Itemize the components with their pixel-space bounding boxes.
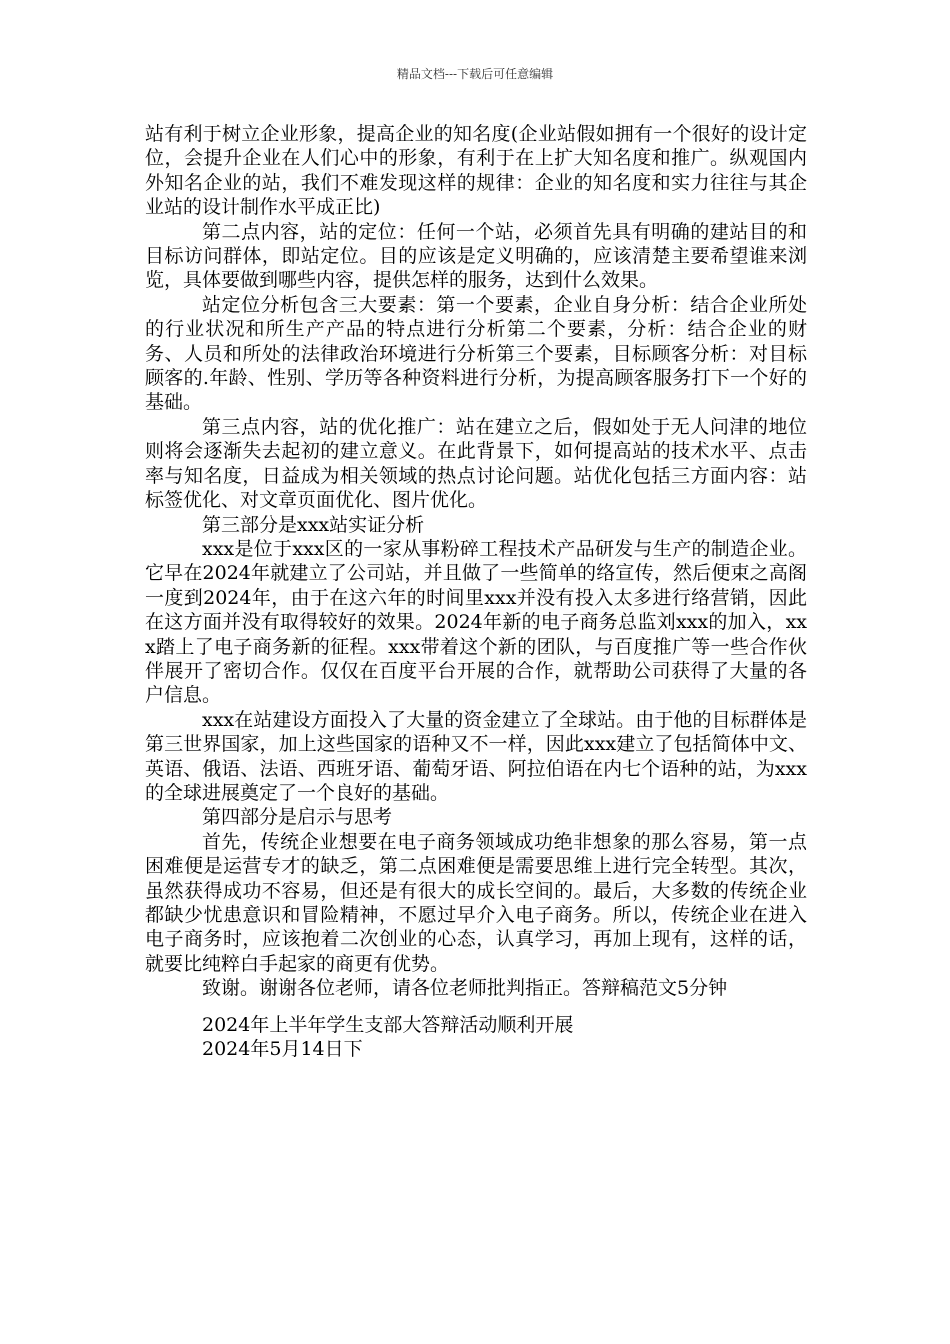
- paragraph-case-study: xxx是位于xxx区的一家从事粉碎工程技术产品研发与生产的制造企业。它早在2024年就建立了公司站，并且做了一些简单的络宣传，然后便束之高阁一度到2024年，由于在这六年的时间里xxx并没有投入太多进行络营销，因此在这方面并没有取得较好的效果。2024年新的电子商务总监刘xxx的加入，xxx踏上了电子商务新的征程。xxx带着这个新的团队，与百度推广等一些合作伙伴展开了密切合作。仅仅在百度平台开展的合作，就帮助公司获得了大量的各户信息。: [145, 537, 807, 707]
- section-heading-part-four: 第四部分是启示与思考: [202, 806, 393, 829]
- paragraph-thanks: 致谢。谢谢各位老师，请各位老师批判指正。答辩稿范文5分钟: [202, 977, 728, 1000]
- page-header: 精品文档---下载后可任意编辑: [396, 67, 554, 81]
- paragraph-reflection: 首先，传统企业想要在电子商务领域成功绝非想象的那么容易，第一点困难便是运营专才的缺乏，第二点困难便是需要思维上进行完全转型。其次，虽然获得成功不容易，但还是有很大的成长空间的。最后，大多数的传统企业都缺少忧患意识和冒险精神，不愿过早介入电子商务。所以，传统企业在进入电子商务时，应该抱着二次创业的心态，认真学习，再加上现有，这样的话，就要比纯粹白手起家的商更有优势。: [145, 830, 807, 975]
- document-body: [145, 122, 807, 1061]
- paragraph-event-title: 2024年上半年学生支部大答辩活动顺利开展: [202, 1013, 574, 1036]
- paragraph-intro: 站有利于树立企业形象，提高企业的知名度(企业站假如拥有一个很好的设计定位，会提升企业在人们心中的形象，有利于在上扩大知名度和推广。纵观国内外知名企业的站，我们不难发现这样的规律：企业的知名度和实力往往与其企业站的设计制作水平成正比): [145, 123, 807, 219]
- paragraph-positioning: 第二点内容，站的定位：任何一个站，必须首先具有明确的建站目的和目标访问群体，即站定位。目的应该是定义明确的，应该清楚主要希望谁来浏览，具体要做到哪些内容，提供怎样的服务，达到什么效果。: [145, 220, 807, 292]
- paragraph-optimization: 第三点内容，站的优化推广：站在建立之后，假如处于无人问津的地位则将会逐渐失去起初的建立意义。在此背景下，如何提高站的技术水平、点击率与知名度，日益成为相关领域的热点讨论问题。站优化包括三方面内容：站标签优化、对文章页面优化、图片优化。: [145, 415, 807, 512]
- paragraph-event-date: 2024年5月14日下: [202, 1038, 363, 1061]
- paragraph-positioning-elements: 站定位分析包含三大要素：第一个要素，企业自身分析：结合企业所处的行业状况和所生产产品的特点进行分析第二个要素，分析：结合企业的财务、人员和所处的法律政治环境进行分析第三个要素，目标顾客分析：对目标顾客的.年龄、性别、学历等各种资料进行分析，为提高顾客服务打下一个好的基础。: [145, 293, 807, 414]
- section-heading-part-three: 第三部分是xxx站实证分析: [202, 513, 425, 536]
- paragraph-global-site: xxx在站建设方面投入了大量的资金建立了全球站。由于他的目标群体是第三世界国家，加上这些国家的语种又不一样，因此xxx建立了包括简体中文、英语、俄语、法语、西班牙语、葡萄牙语、阿拉伯语在内七个语种的站，为xxx的全球进展奠定了一个良好的基础。: [145, 708, 807, 804]
